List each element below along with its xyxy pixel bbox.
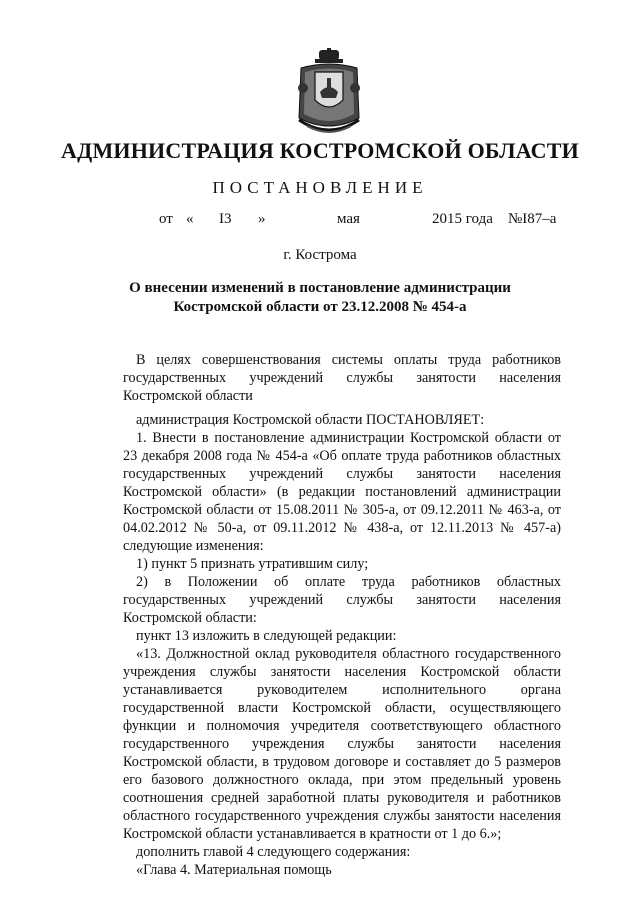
document-type: ПОСТАНОВЛЕНИЕ: [212, 178, 428, 197]
date-day: I3: [219, 211, 232, 227]
city: г. Кострома: [283, 247, 357, 263]
paragraph-preamble: В целях совершенствования системы оплаты труда работников государственных учреждений службы занятости населения Костромской области: [123, 352, 561, 404]
organization-name: АДМИНИСТРАЦИЯ КОСТРОМСКОЙ ОБЛАСТИ: [61, 138, 579, 163]
paragraph-subitem-2: 2) в Положении об оплате труда работников областных государственных учреждений службы занятости населения Костромской области:: [123, 574, 561, 626]
date-year: 2015 года: [432, 211, 493, 227]
paragraph-resolves: администрация Костромской области ПОСТАНОВЛЯЕТ:: [136, 412, 485, 428]
date-open-quote: «: [186, 211, 194, 227]
document-title: [0, 279, 640, 317]
document-number: №I87–а: [508, 211, 557, 227]
document-body: [123, 351, 561, 879]
paragraph-chapter-4-title: «Глава 4. Материальная помощь: [136, 862, 332, 878]
paragraph-point-13: «13. Должностной оклад руководителя областного государственного учреждения службы занятости населения Костромской области устанавливается руководителем исполнительного органа государственной власти Костромской области, осуществляющего функции и полномочия учредителя соответствующего областного государственного учреждения службы занятости населения Костромской области, в трудовом договоре и составляет до 5 размеров его базового должностного оклада, при этом предельный уровень соотношения средней заработной платы руководителя и работников областного государственного учреждения службы занятости населения Костромской области устанавливается в кратности от 1 до 6.»;: [123, 646, 561, 842]
paragraph-subitem-1: 1) пункт 5 признать утратившим силу;: [136, 556, 369, 572]
paragraph-add-chapter: дополнить главой 4 следующего содержания:: [136, 844, 411, 860]
coat-of-arms-emblem: [293, 48, 365, 138]
date-close-quote: »: [258, 211, 266, 227]
paragraph-point-13-intro: пункт 13 изложить в следующей редакции:: [136, 628, 397, 644]
title-line-2: Костромской области от 23.12.2008 № 454-а: [173, 299, 467, 315]
paragraph-item-1: 1. Внести в постановление администрации Костромской области от 23 декабря 2008 года № 454-а «Об оплате труда работников областных государственных учреждений службы занятости населения Костромской области» (в редакции постановлений администрации Костромской области от 15.08.2011 № 305-а, от 09.12.2011 № 463-а, от 04.02.2012 № 50-а, от 09.11.2012 № 438-а, от 12.11.2013 № 457-а) следующие изменения:: [123, 430, 561, 554]
date-prefix: от: [159, 211, 173, 227]
title-line-1: О внесении изменений в постановление администрации: [129, 280, 511, 296]
date-month: мая: [337, 211, 360, 227]
